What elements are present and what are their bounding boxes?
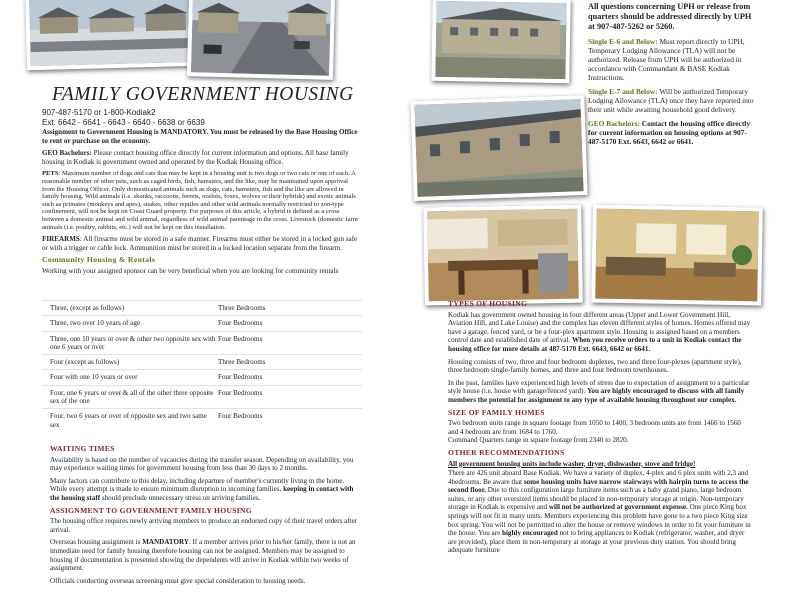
- table-row: [42, 385, 362, 409]
- bedrooms-cell: Four Bedrooms: [218, 385, 362, 409]
- single-e6-paragraph: Single E-6 and Below: Must report directly to UPH, Temporary Lodging Allowance (TLA) will not be authorized. Release from UPH will be authorized in accordance with Commandant & BASE Kodiak Instructions.: [588, 37, 745, 82]
- family-composition-cell: Four, two 6 years or over of opposite sex and two same sex: [42, 409, 218, 432]
- left-column: [42, 128, 362, 280]
- assignment-paragraph-2: Overseas housing assignment is MANDATORY. If a member arrives prior to his/her family, there is not an immediate need for family housing therefore housing can not be assigned. Members may be assigned to housing if documentation is presented showing the dependents will arrive in Kodiak within two weeks of assignment.: [50, 538, 356, 573]
- other-paragraph: There are 426 unit aboard Base Kodiak. We have a variety of duplex, 4-plex and 6 plex units with 2,3 and 4bedrooms. Be aware that some housing units have narrow stairways with hairpin turns to access the second floor. Due to this configuration large furniture items such as a baby grand piano, large bedroom suites, or any other oversized items should be placed in non-temporary storage at origin. Non-temporary storage in Kodiak is expensive and will not be authorized at government expense. One piece King box springs will not fit in many units. Members experiencing this problem have gone to a two piece King size box spring. You will not be permitted to alter the house or remove windows in order to fit your furniture in the house. You are highly encouraged not to bring appliances to Kodiak (refrigerator, washer, and dryer are provided), place them in non-temporary at storage at your previous duty station. You should bring adequate furniture: [448, 469, 751, 555]
- assignment-paragraph-3: Officials conducting overseas screening must give special consideration to housing needs.: [50, 576, 306, 585]
- photo-street-cars: [187, 0, 335, 80]
- types-paragraph-3: In the past, families have experienced high levels of stress due to expectation of assignment to a particular style house (i.e. house with garage/fenced yard). You are highly encouraged to discuss with all family members the potential for assignment to any type of available housing throughout our complex.: [448, 378, 750, 404]
- geo-bachelors-paragraph: GEO Bachelors: Please contact housing office directly for current information and options. All base family housing in Kodiak is government owned and operated by the Kodiak Housing office.: [42, 149, 349, 166]
- contact-phone: 907-487-5170 or 1-800-Kodiak2: [42, 108, 156, 117]
- left-lower-column: [50, 441, 362, 589]
- photo-neighborhood-snow: [25, 0, 199, 70]
- assignment-notice: Assignment to Government Housing is MANDATORY. You must be released by the Base Housing Office to rent or purchase on the economy.: [42, 128, 358, 145]
- table-row: [42, 316, 362, 331]
- assignment-heading: ASSIGNMENT TO GOVERNMENT FAMILY HOUSING: [50, 505, 253, 515]
- firearms-paragraph: FIREARMS: All firearms must be stored in a safe manner. Firearms must either be stored in a locked gun safe or with a trigger or cable lock. Ammunition must be stored in a locked location separate from the firearm.: [42, 235, 358, 252]
- community-text: Working with your assigned sponsor can be very beneficial when you are looking for community rentals: [42, 266, 339, 275]
- photo-housing-complex: [431, 0, 570, 83]
- waiting-paragraph-2: Many factors can contribute to this delay, including departure of member's currently living in the home. While every attempt is made to ensure minimum disruption to incoming families, keeping in contact with the housing staff should preclude unnecessary stress on arriving families.: [50, 476, 354, 502]
- bedrooms-cell: Three Bedrooms: [218, 355, 362, 370]
- assignment-paragraph-1: The housing office requires newly arriving members to produce an endorsed copy of their travel orders after arrival.: [50, 517, 358, 534]
- contact-extensions: Ext. 6642 - 6641 - 6643 - 6640 - 6638 or 6639: [42, 117, 205, 127]
- size-paragraph: Two bedroom units range in square footage from 1050 to 1400, 3 bedroom units are from 1466 to 1560 and 4 bedroom are from 1684 to 1760.: [448, 419, 741, 436]
- size-paragraph-2: Command Quarters range in square footage from 2340 to 2820.: [448, 436, 629, 445]
- table-row: [42, 355, 362, 370]
- family-composition-cell: Four with one 10 years or over: [42, 370, 218, 385]
- other-recommendations-heading: OTHER RECOMMENDATIONS: [448, 447, 565, 457]
- contact-numbers: [42, 108, 205, 127]
- table-row: [42, 331, 362, 355]
- bedrooms-cell: Four Bedrooms: [218, 316, 362, 331]
- pets-paragraph: PETS: Maximum number of dogs and cats that may be kept in a housing unit is two dogs or two cats or one of each. A reasonable number of other pets, such as caged birds, fish, hamsters, and the like, may be maintained upon approval from the Housing Officer. Only domesticated animals such as dogs, cats, hamsters, fish and the like are allowed in family housing. Wild animals (i.e. skunks, raccoons, ferrets, ocelots, foxes, wolves or their hybrids) and exotic animals such as primates (monkeys and apes), snakes, other reptiles and other wild animals normally restricted to zoo-type confinement, will not be kept on Coast Guard property. For purposes of this article, a hybrid is defined as a cross between a domestic animal and wild animal, regardless of wild animal parentage in the cross. Livestock (domestic farm animals (i.e. poultry, rabbits, etc.) will not be kept on this installation.: [42, 170, 358, 231]
- photo-kitchen-interior: [423, 205, 583, 306]
- community-heading: Community Housing & Rentals: [42, 255, 156, 265]
- right-geo-paragraph: GEO Bachelors: Contact the housing office directly for current information on housing options at 907-487-5170 Ext. 6643, 6642 or 6641.: [588, 119, 751, 146]
- single-e7-paragraph: Single E-7 and Below: Will be authorized Temporary Lodging Allowance (TLA) once they have reported into their unit while awaiting household good delivery.: [588, 87, 754, 114]
- size-heading: SIZE OF FAMILY HOMES: [448, 407, 545, 417]
- bedroom-eligibility-table: [42, 300, 362, 432]
- family-composition-cell: Four, one 6 years or over & all of the other three opposite sex of the one: [42, 385, 218, 409]
- table-row: [42, 409, 362, 432]
- family-composition-cell: Three, two over 10 years of age: [42, 316, 218, 331]
- photo-apartment-building: [410, 95, 587, 201]
- appliances-note: All government housing units include washer, dryer, dishwasher, stove and fridge!: [448, 459, 696, 468]
- family-composition-cell: Three, one 10 years or over & other two opposite sex with one 6 years or over: [42, 331, 218, 355]
- bedrooms-cell: Three Bedrooms: [218, 301, 362, 316]
- uph-notice: All questions concerning UPH or release from quarters should be addressed directly by UPH at 907-487-5262 or 5260.: [588, 2, 752, 31]
- bedrooms-cell: Four Bedrooms: [218, 331, 362, 355]
- types-paragraph-1: Kodiak has government owned housing in four different areas (Upper and Lower Government Hill, Aviation Hill, and Lake Louise) and the complex has eleven different styles of homes. Homes offered may have a garage, fenced yard, or be a four-plex apartment style. Housing is assigned based on a members control date and established date of arrival. When you receive orders to a unit in Kodiak contact the housing office for more details at 487-5170 Ext. 6643, 6642 or 6641.: [448, 310, 751, 353]
- family-composition-cell: Three, (except as follows): [42, 301, 218, 316]
- waiting-times-heading: WAITING TIMES: [50, 444, 115, 453]
- waiting-paragraph-1: Availability is based on the number of vacancies during the transfer season. Depending on availability, you may experience waiting times for government housing from less than 30 days to 2 months.: [50, 455, 354, 473]
- family-composition-cell: Four (except as follows): [42, 355, 218, 370]
- page-title: FAMILY GOVERNMENT HOUSING: [52, 84, 354, 105]
- bedrooms-cell: Four Bedrooms: [218, 409, 362, 432]
- bedrooms-cell: Four Bedrooms: [218, 370, 362, 385]
- right-top-column: [588, 2, 756, 151]
- right-lower-column: [448, 296, 752, 559]
- photo-living-room: [591, 205, 763, 306]
- table-row: [42, 301, 362, 316]
- table-row: [42, 370, 362, 385]
- types-heading: TYPES OF HOUSING: [448, 299, 528, 308]
- types-paragraph-2: Housing consists of two, three and four bedroom duplexes, two and three four-plexes (apartment style), three bedroom single-family homes, and three and four bedroom townhouses.: [448, 357, 742, 375]
